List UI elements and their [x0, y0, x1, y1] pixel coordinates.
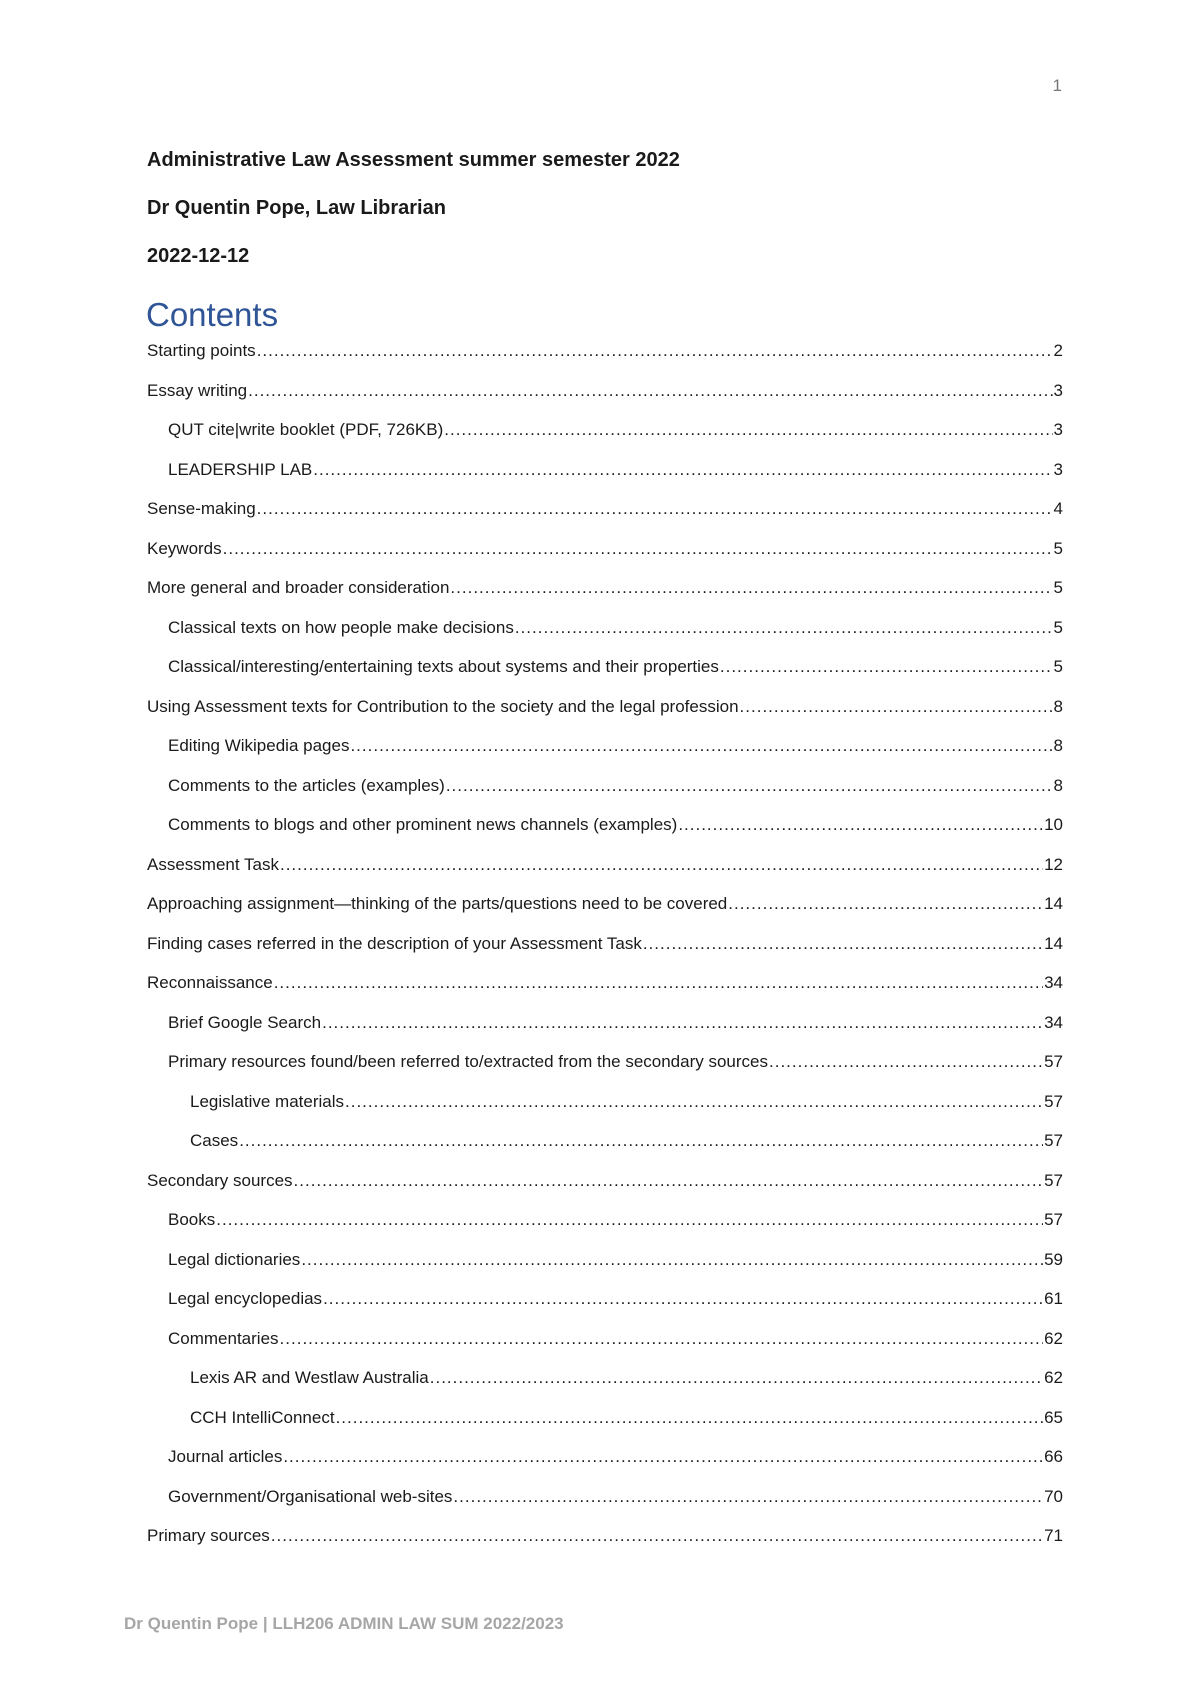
- toc-entry[interactable]: [147, 1013, 1063, 1053]
- toc-entry-title: LEADERSHIP LAB: [168, 459, 313, 479]
- toc-leader-dots: [283, 1447, 1043, 1467]
- toc-entry[interactable]: [147, 539, 1063, 579]
- toc-entry-title: Comments to the articles (examples): [168, 775, 445, 795]
- toc-leader-dots: [350, 736, 1052, 756]
- toc-entry-title: Essay writing: [147, 380, 248, 400]
- toc-entry[interactable]: [147, 1250, 1063, 1290]
- toc-leader-dots: [274, 973, 1043, 993]
- toc-entry-page: 62: [1044, 1328, 1063, 1348]
- toc-entry-title: More general and broader consideration: [147, 578, 450, 597]
- toc-entry-title: CCH IntelliConnect: [190, 1407, 335, 1427]
- toc-entry-page: 34: [1044, 973, 1063, 992]
- toc-entry-title: Lexis AR and Westlaw Australia: [190, 1368, 429, 1387]
- toc-leader-dots: [294, 1171, 1044, 1191]
- toc-entry[interactable]: [147, 1368, 1063, 1408]
- toc-leader-dots: [280, 855, 1043, 875]
- toc-entry[interactable]: [147, 1447, 1063, 1487]
- toc-entry[interactable]: [147, 1408, 1063, 1448]
- toc-entry-title: Sense-making: [147, 499, 256, 518]
- toc-entry-page: 12: [1044, 854, 1063, 874]
- document-title: Administrative Law Assessment summer semester 2022: [147, 149, 680, 171]
- toc-entry[interactable]: [147, 855, 1063, 895]
- toc-leader-dots: [336, 1408, 1044, 1428]
- toc-entry[interactable]: [147, 657, 1063, 697]
- toc-entry[interactable]: [147, 420, 1063, 460]
- toc-leader-dots: [257, 341, 1053, 361]
- toc-entry-title: Assessment Task: [147, 854, 279, 874]
- toc-entry[interactable]: [147, 1487, 1063, 1527]
- toc-entry-page: 61: [1044, 1289, 1063, 1308]
- toc-entry-page: 34: [1044, 1012, 1063, 1032]
- toc-entry[interactable]: [147, 1052, 1063, 1092]
- toc-entry[interactable]: [147, 1092, 1063, 1132]
- toc-leader-dots: [643, 934, 1043, 954]
- toc-leader-dots: [446, 776, 1053, 796]
- toc-leader-dots: [720, 657, 1053, 677]
- toc-entry-title: Secondary sources: [147, 1170, 293, 1190]
- page-footer: Dr Quentin Pope | LLH206 ADMIN LAW SUM 2022/2023: [124, 1614, 564, 1633]
- toc-entry-page: 70: [1044, 1486, 1063, 1506]
- toc-entry-page: 71: [1044, 1526, 1063, 1545]
- toc-entry-title: Finding cases referred in the description of your Assessment Task: [147, 933, 642, 953]
- toc-entry[interactable]: [147, 1526, 1063, 1566]
- toc-entry-page: 10: [1044, 815, 1063, 834]
- toc-entry-title: Reconnaissance: [147, 973, 273, 992]
- toc-leader-dots: [216, 1210, 1043, 1230]
- toc-entry-page: 2: [1053, 341, 1063, 360]
- toc-entry-page: 3: [1053, 380, 1063, 400]
- toc-entry-title: Books: [168, 1210, 216, 1229]
- table-of-contents: [147, 341, 1063, 1566]
- toc-entry[interactable]: [147, 1171, 1063, 1211]
- toc-leader-dots: [313, 460, 1052, 480]
- toc-entry-title: Starting points: [147, 341, 256, 360]
- toc-entry-title: Using Assessment texts for Contribution to the society and the legal profession: [147, 696, 739, 716]
- toc-leader-dots: [740, 697, 1053, 717]
- toc-entry[interactable]: [147, 1210, 1063, 1250]
- toc-entry-page: 14: [1044, 894, 1063, 913]
- toc-entry-page: 65: [1044, 1407, 1063, 1427]
- toc-entry-page: 14: [1044, 933, 1063, 953]
- toc-entry[interactable]: [147, 697, 1063, 737]
- toc-entry-title: QUT cite|write booklet (PDF, 726KB): [168, 420, 444, 439]
- toc-leader-dots: [769, 1052, 1043, 1072]
- toc-leader-dots: [728, 894, 1043, 914]
- toc-entry-title: Legislative materials: [190, 1091, 345, 1111]
- toc-entry[interactable]: [147, 381, 1063, 421]
- toc-entry-title: Primary sources: [147, 1526, 270, 1545]
- toc-entry[interactable]: [147, 973, 1063, 1013]
- toc-entry-page: 8: [1053, 775, 1063, 795]
- toc-entry[interactable]: [147, 1329, 1063, 1369]
- toc-entry[interactable]: [147, 736, 1063, 776]
- toc-entry-title: Commentaries: [168, 1328, 279, 1348]
- toc-leader-dots: [345, 1092, 1043, 1112]
- toc-entry-page: 62: [1044, 1368, 1063, 1387]
- toc-leader-dots: [453, 1487, 1043, 1507]
- toc-leader-dots: [322, 1013, 1043, 1033]
- toc-entry-title: Brief Google Search: [168, 1012, 322, 1032]
- toc-leader-dots: [444, 420, 1052, 440]
- toc-entry-page: 59: [1044, 1249, 1063, 1269]
- toc-entry[interactable]: [147, 1131, 1063, 1171]
- toc-leader-dots: [248, 381, 1052, 401]
- toc-entry[interactable]: [147, 776, 1063, 816]
- toc-entry-page: 4: [1053, 499, 1063, 518]
- toc-entry[interactable]: [147, 578, 1063, 618]
- toc-leader-dots: [239, 1131, 1043, 1151]
- toc-leader-dots: [515, 618, 1053, 638]
- toc-entry[interactable]: [147, 460, 1063, 500]
- toc-entry-page: 5: [1053, 578, 1063, 597]
- toc-entry-page: 8: [1053, 736, 1063, 755]
- toc-entry[interactable]: [147, 1289, 1063, 1329]
- toc-entry-page: 66: [1044, 1447, 1063, 1466]
- toc-entry-page: 57: [1044, 1091, 1063, 1111]
- toc-leader-dots: [257, 499, 1053, 519]
- contents-heading: Contents: [146, 296, 279, 333]
- toc-leader-dots: [323, 1289, 1043, 1309]
- document-author: Dr Quentin Pope, Law Librarian: [147, 197, 446, 219]
- toc-entry-page: 3: [1053, 420, 1063, 439]
- toc-leader-dots: [271, 1526, 1043, 1546]
- toc-entry-page: 3: [1053, 459, 1063, 479]
- toc-entry[interactable]: [147, 618, 1063, 658]
- toc-entry-title: Government/Organisational web-sites: [168, 1486, 453, 1506]
- toc-entry[interactable]: [147, 815, 1063, 855]
- page-number: 1: [1052, 76, 1062, 95]
- document-header: [147, 148, 680, 292]
- toc-entry-title: Classical texts on how people make decisions: [168, 617, 514, 637]
- toc-entry-title: Primary resources found/been referred to/extracted from the secondary sources: [168, 1052, 769, 1071]
- toc-entry-title: Keywords: [147, 538, 222, 558]
- toc-entry-title: Legal encyclopedias: [168, 1289, 323, 1308]
- toc-entry-page: 57: [1044, 1131, 1063, 1150]
- toc-entry[interactable]: [147, 894, 1063, 934]
- toc-entry-page: 8: [1053, 696, 1063, 716]
- toc-entry-title: Classical/interesting/entertaining texts about systems and their properties: [168, 657, 719, 676]
- toc-leader-dots: [301, 1250, 1043, 1270]
- document-date: 2022-12-12: [147, 245, 250, 267]
- toc-entry-title: Journal articles: [168, 1447, 283, 1466]
- toc-leader-dots: [280, 1329, 1044, 1349]
- toc-entry[interactable]: [147, 499, 1063, 539]
- toc-entry-page: 5: [1053, 617, 1063, 637]
- toc-entry[interactable]: [147, 341, 1063, 381]
- toc-entry-title: Cases: [190, 1131, 239, 1150]
- toc-leader-dots: [678, 815, 1043, 835]
- toc-entry-page: 57: [1044, 1210, 1063, 1229]
- toc-entry-page: 5: [1053, 538, 1063, 558]
- toc-leader-dots: [450, 578, 1052, 598]
- toc-entry-page: 57: [1044, 1170, 1063, 1190]
- toc-entry-title: Approaching assignment—thinking of the parts/questions need to be covered: [147, 894, 728, 913]
- toc-entry[interactable]: [147, 934, 1063, 974]
- toc-leader-dots: [223, 539, 1053, 559]
- toc-entry-title: Editing Wikipedia pages: [168, 736, 350, 755]
- toc-entry-page: 5: [1053, 657, 1063, 676]
- toc-entry-page: 57: [1044, 1052, 1063, 1071]
- toc-entry-title: Legal dictionaries: [168, 1249, 301, 1269]
- toc-leader-dots: [430, 1368, 1043, 1388]
- toc-entry-title: Comments to blogs and other prominent news channels (examples): [168, 815, 678, 834]
